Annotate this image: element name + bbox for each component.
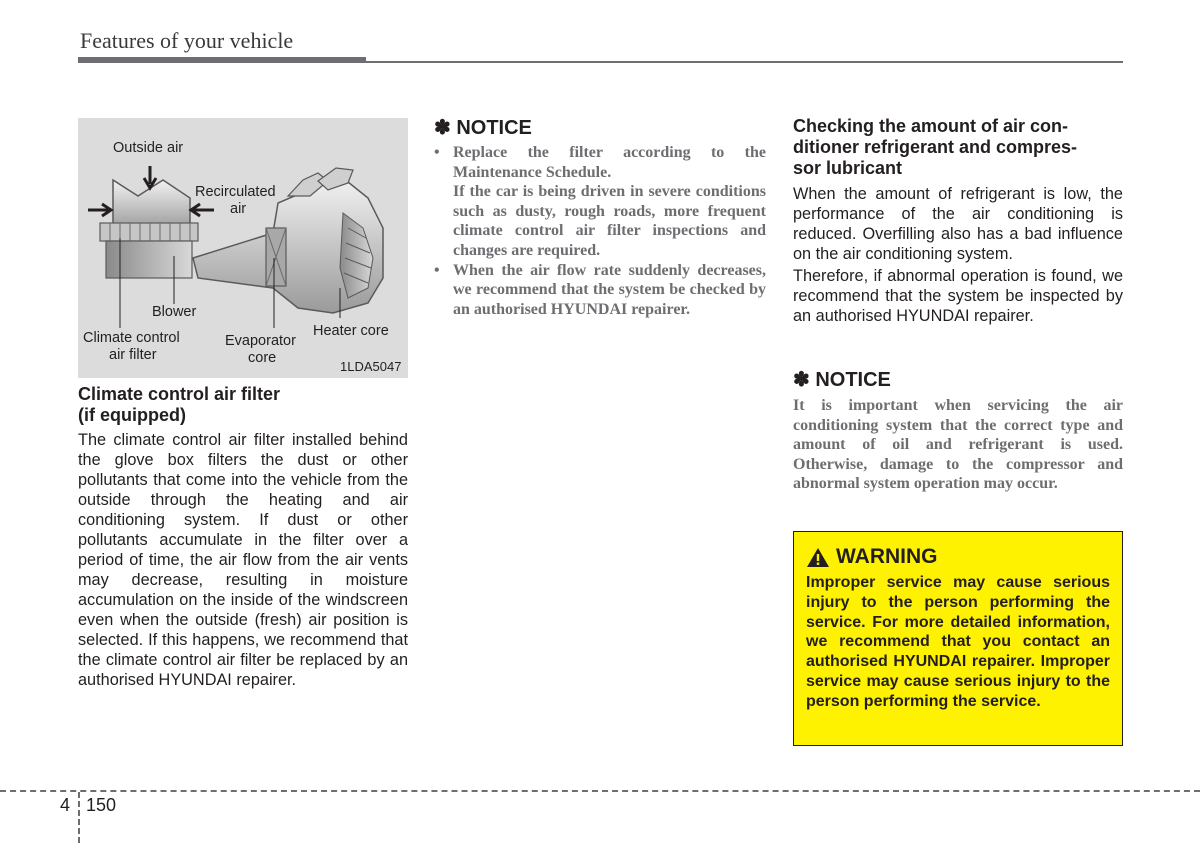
heading-line: Checking the amount of air con- (793, 116, 1069, 136)
page-header-title: Features of your vehicle (80, 28, 294, 53)
warning-text: Improper service may cause serious injury to the person performing the service. For more detailed information, we recommend that you contact an authorised HYUNDAI repairer. Improper service may cause serious injury to the person performing the service. (806, 574, 1110, 710)
bullet: • (434, 144, 440, 161)
notice-box-filter (434, 116, 766, 319)
header-rule-thick (78, 57, 366, 63)
section-heading-refrigerant (793, 116, 1123, 179)
label-evaporator-line1: Evaporator (225, 333, 296, 349)
label-recirculated-line2: air (230, 201, 247, 217)
label-evaporator-line2: core (248, 350, 277, 366)
warning-box (793, 531, 1123, 746)
warning-title: WARNING (836, 545, 938, 568)
chapter-number: 4 (60, 795, 71, 815)
header-rule-thin (366, 61, 1123, 63)
warning-triangle-icon (806, 547, 830, 568)
label-outside-air: Outside air (113, 140, 184, 156)
paragraph: Therefore, if abnormal operation is found, we recommend that the system be inspected by an authorised HYUNDAI repairer. (793, 267, 1123, 325)
paragraph: When the amount of refrigerant is low, the performance of the air conditioning is reduced. Overfilling also has a bad influence on the air conditioning system. (793, 185, 1123, 263)
notice-title: ✽ NOTICE (793, 369, 891, 391)
notice-item-extra: If the car is being driven in severe conditions such as dusty, rough roads, more frequent climate control air filter inspections and changes are required. (453, 183, 766, 259)
notice-item-text: Replace the filter according to the Maintenance Schedule. (453, 144, 766, 181)
label-heater-core: Heater core (313, 323, 389, 339)
label-blower: Blower (152, 304, 197, 320)
figure-code: 1LDA5047 (340, 359, 402, 374)
heading-line: (if equipped) (78, 405, 186, 425)
air-filter-body: The climate control air filter installed behind the glove box filters the dust or other pollutants that come into the vehicle from the outside through the heating and air conditioning system. If dust or other pollutants accumulate in the filter over a period of time, the air flow from the air vents may decrease, resulting in moisture accumulation on the inside of the windscreen even when the outside (fresh) air position is selected. If this happens, we recommend that the climate control air filter be replaced by an authorised HYUNDAI repairer. (78, 431, 408, 689)
heading-line: sor lubricant (793, 158, 903, 178)
notice-title: ✽ NOTICE (434, 117, 532, 139)
footer-divider (78, 792, 80, 843)
page-number: 150 (86, 795, 117, 815)
label-recirculated-line1: Recirculated (195, 184, 276, 200)
section-heading-air-filter (78, 384, 408, 426)
bullet: • (434, 261, 440, 279)
warning-title-row (806, 544, 1110, 570)
notice-item-text: When the air flow rate suddenly decreases, we recommend that the system be checked by an authorised HYUNDAI repairer. (453, 261, 766, 318)
notice-box-refrigerant (793, 368, 1123, 494)
refrigerant-body (793, 184, 1123, 328)
notice-item (434, 143, 766, 261)
notice-item (434, 261, 766, 320)
heading-line: Climate control air filter (78, 384, 281, 404)
label-filter-line2: air filter (109, 347, 157, 363)
hvac-diagram (78, 118, 408, 378)
notice-text: It is important when servicing the air conditioning system that the correct type and amount of oil and refrigerant is used. Otherwise, damage to the compressor and abnormal system operation may occur. (793, 397, 1123, 493)
label-filter-line1: Climate control (83, 330, 180, 346)
heading-line: ditioner refrigerant and compres- (793, 137, 1078, 157)
footer-rule (0, 790, 1200, 792)
